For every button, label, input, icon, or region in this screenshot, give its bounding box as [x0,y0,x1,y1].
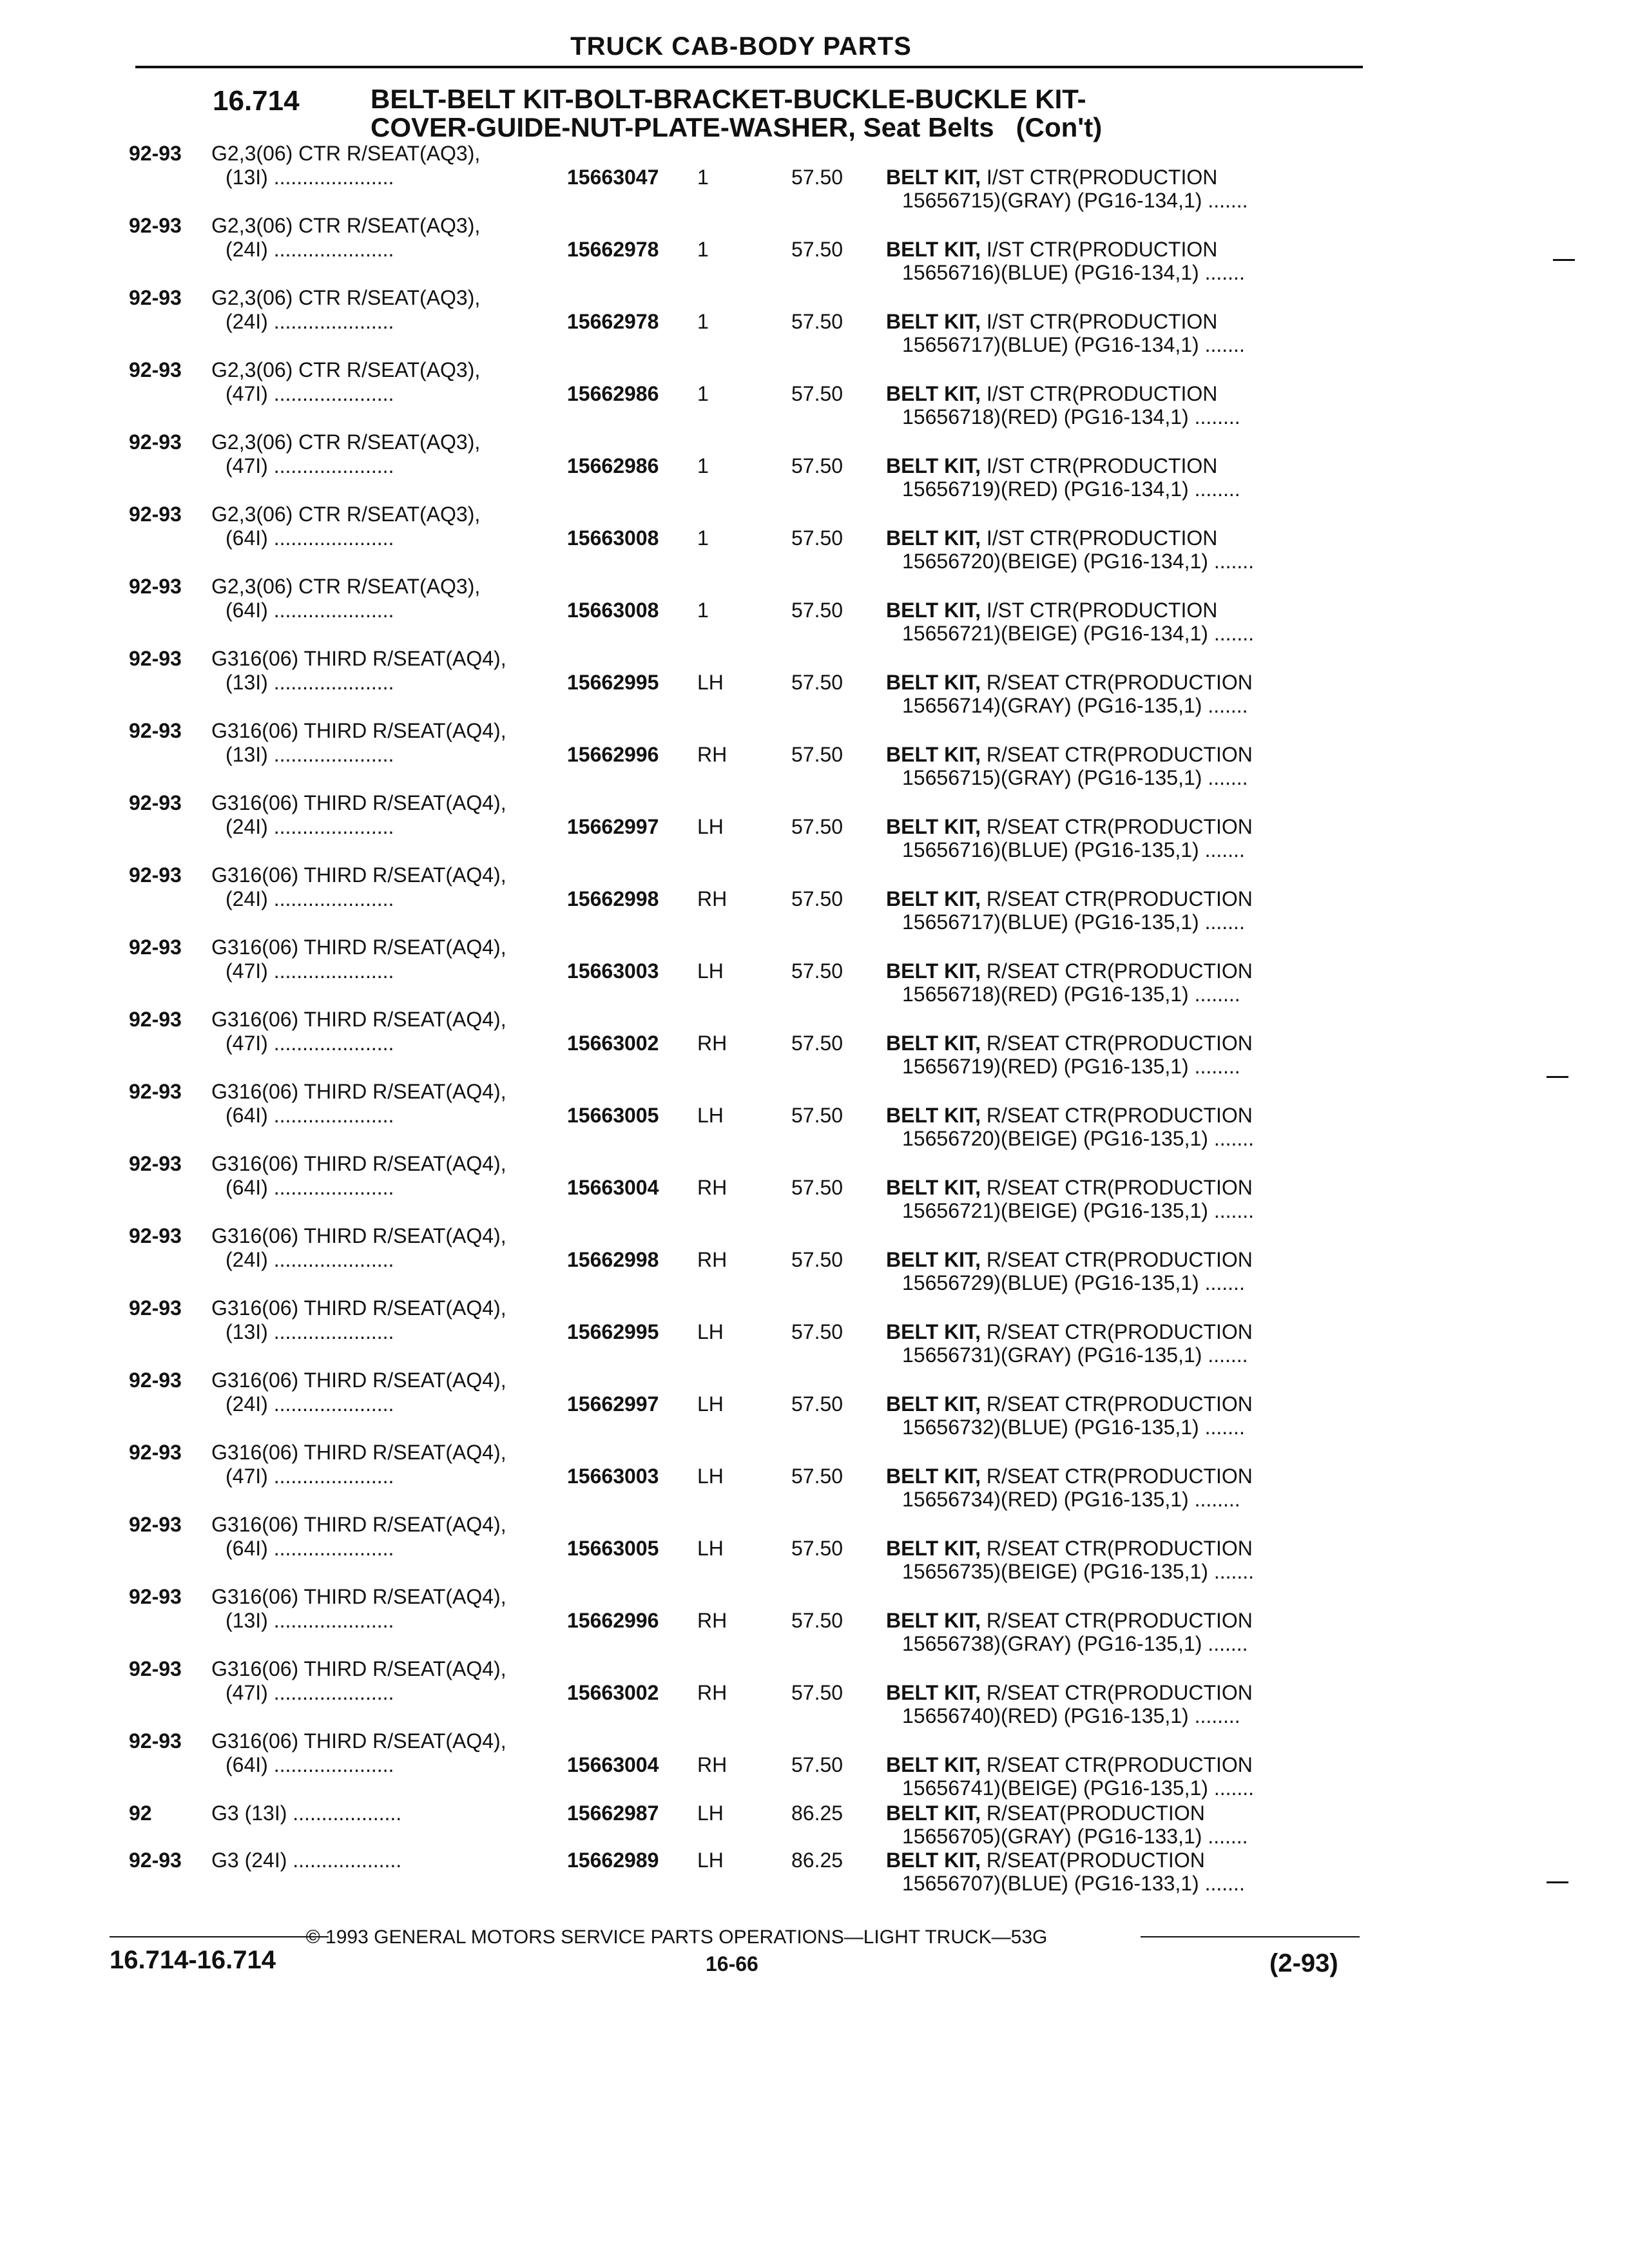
description-name: BELT KIT, [886,238,981,261]
application-line2: (64I) ..................... [226,526,394,550]
section-title-line2-wrap [371,113,1102,142]
part-number: 15663003 [567,959,659,983]
description-line2: 15656735)(BEIGE) (PG16-135,1) ....... [902,1560,1255,1583]
section-title-line1: BELT-BELT KIT-BOLT-BRACKET-BUCKLE-BUCKLE KIT- [371,84,1086,114]
part-number: 15662989 [567,1849,659,1872]
part-number: 15662995 [567,1320,659,1343]
application-line1: G316(06) THIRD R/SEAT(AQ4), [211,1369,506,1392]
section-title-line2: COVER-GUIDE-NUT-PLATE-WASHER, Seat Belts [371,112,994,142]
description-line1 [886,1681,1253,1705]
description-detail: R/SEAT CTR(PRODUCTION [980,1465,1253,1488]
model-year: 92-93 [129,1224,182,1247]
description-name: BELT KIT, [886,1465,981,1488]
quantity-or-side: RH [697,743,728,766]
model-year: 92-93 [129,719,182,742]
part-number: 15663002 [567,1032,659,1055]
description-line2: 15656734)(RED) (PG16-135,1) ........ [902,1488,1240,1511]
description-line1 [886,1176,1253,1200]
price: 57.50 [791,959,843,983]
description-name: BELT KIT, [886,382,981,405]
section-title [371,85,1102,142]
description-line2: 15656716)(BLUE) (PG16-134,1) ....... [902,261,1245,284]
description-line2: 15656717)(BLUE) (PG16-134,1) ....... [902,333,1245,356]
application-line2: (47I) ..................... [226,1465,394,1488]
model-year: 92-93 [129,1152,182,1175]
description-line2: 15656720)(BEIGE) (PG16-134,1) ....... [902,550,1255,573]
description-detail: R/SEAT(PRODUCTION [980,1849,1205,1872]
description-line2: 15656714)(GRAY) (PG16-135,1) ....... [902,694,1248,717]
description-line2: 15656738)(GRAY) (PG16-135,1) ....... [902,1632,1248,1655]
description-name: BELT KIT, [886,310,981,333]
description-name: BELT KIT, [886,1248,981,1271]
price: 57.50 [791,1248,843,1271]
part-number: 15662996 [567,743,659,766]
description-name: BELT KIT, [886,526,981,550]
price: 57.50 [791,310,843,333]
description-name: BELT KIT, [886,1681,981,1704]
description-name: BELT KIT, [886,815,981,838]
application-line2: (47I) ..................... [226,454,394,477]
quantity-or-side: LH [697,1537,724,1560]
price: 57.50 [791,1681,843,1704]
part-number: 15662998 [567,1248,659,1271]
part-number: 15662995 [567,671,659,694]
description-line1 [886,454,1217,478]
description-line1 [886,238,1217,262]
list-item [0,1369,1629,1441]
application-line2: (13I) ..................... [226,743,394,766]
list-item [0,1729,1629,1802]
application-line2: (13I) ..................... [226,1320,394,1343]
part-number: 15662996 [567,1609,659,1632]
description-line2: 15656707)(BLUE) (PG16-133,1) ....... [902,1872,1245,1895]
description-line1 [886,1392,1253,1416]
application-line1: G3 (13I) ................... [211,1802,402,1825]
description-detail: R/SEAT CTR(PRODUCTION [980,671,1253,694]
description-detail: R/SEAT CTR(PRODUCTION [980,887,1253,910]
application-line1: G2,3(06) CTR R/SEAT(AQ3), [211,142,481,165]
description-name: BELT KIT, [886,1537,981,1560]
list-item [0,1152,1629,1224]
part-number: 15662997 [567,815,659,838]
list-item [0,1296,1629,1369]
description-name: BELT KIT, [886,454,981,477]
quantity-or-side: LH [697,1802,724,1825]
application-line1: G316(06) THIRD R/SEAT(AQ4), [211,1657,506,1680]
description-line1 [886,743,1253,767]
application-line1: G316(06) THIRD R/SEAT(AQ4), [211,719,506,742]
application-line2: (64I) ..................... [226,1753,394,1776]
application-line2: (13I) ..................... [226,166,394,189]
description-detail: I/ST CTR(PRODUCTION [980,310,1218,333]
application-line2: (47I) ..................... [226,1681,394,1704]
application-line1: G316(06) THIRD R/SEAT(AQ4), [211,1585,506,1608]
description-line2: 15656721)(BEIGE) (PG16-134,1) ....... [902,622,1255,645]
list-item [0,1657,1629,1729]
description-detail: R/SEAT CTR(PRODUCTION [980,1320,1253,1343]
description-detail: R/SEAT CTR(PRODUCTION [980,959,1253,983]
quantity-or-side: LH [697,1104,724,1127]
description-line1 [886,1465,1253,1488]
part-number: 15663004 [567,1753,659,1776]
application-line2: (24I) ..................... [226,1392,394,1416]
price: 57.50 [791,671,843,694]
description-detail: R/SEAT CTR(PRODUCTION [980,743,1253,766]
model-year: 92-93 [129,1369,182,1392]
price: 57.50 [791,1392,843,1416]
price: 57.50 [791,526,843,550]
price: 86.25 [791,1802,843,1825]
description-name: BELT KIT, [886,959,981,983]
description-name: BELT KIT, [886,743,981,766]
application-line1: G316(06) THIRD R/SEAT(AQ4), [211,1296,506,1320]
footer-rule-right [1141,1936,1360,1937]
quantity-or-side: LH [697,671,724,694]
application-line1: G2,3(06) CTR R/SEAT(AQ3), [211,358,481,381]
list-item [0,575,1629,647]
description-line1 [886,599,1217,622]
application-line1: G316(06) THIRD R/SEAT(AQ4), [211,1008,506,1031]
application-line1: G316(06) THIRD R/SEAT(AQ4), [211,1441,506,1464]
model-year: 92-93 [129,1080,182,1103]
list-item [0,1008,1629,1080]
quantity-or-side: LH [697,1320,724,1343]
model-year: 92-93 [129,1513,182,1536]
footer-copyright: © 1993 GENERAL MOTORS SERVICE PARTS OPERATIONS—LIGHT TRUCK—53G [305,1927,1048,1948]
description-line1 [886,1609,1253,1633]
part-number: 15663005 [567,1537,659,1560]
price: 57.50 [791,1032,843,1055]
application-line2: (47I) ..................... [226,1032,394,1055]
part-number: 15663047 [567,166,659,189]
price: 57.50 [791,1753,843,1776]
application-line2: (24I) ..................... [226,887,394,910]
description-name: BELT KIT, [886,1802,981,1825]
model-year: 92-93 [129,936,182,959]
description-line1 [886,815,1253,839]
quantity-or-side: 1 [697,310,709,333]
price: 57.50 [791,599,843,622]
description-line1 [886,1320,1253,1344]
description-name: BELT KIT, [886,1849,981,1872]
quantity-or-side: LH [697,1465,724,1488]
description-detail: I/ST CTR(PRODUCTION [980,454,1218,477]
model-year: 92-93 [129,503,182,526]
description-line2: 15656721)(BEIGE) (PG16-135,1) ....... [902,1199,1255,1222]
quantity-or-side: RH [697,1681,728,1704]
list-item [0,1585,1629,1657]
description-line1 [886,1849,1205,1872]
model-year: 92-93 [129,214,182,237]
list-item [0,1849,1629,1896]
application-line1: G316(06) THIRD R/SEAT(AQ4), [211,1080,506,1103]
price: 57.50 [791,166,843,189]
description-line2: 15656741)(BEIGE) (PG16-135,1) ....... [902,1776,1255,1800]
part-number: 15662997 [567,1392,659,1416]
part-number: 15662978 [567,238,659,261]
description-detail: R/SEAT CTR(PRODUCTION [980,815,1253,838]
part-number: 15663002 [567,1681,659,1704]
application-line2: (24I) ..................... [226,1248,394,1271]
part-number: 15663003 [567,1465,659,1488]
price: 57.50 [791,815,843,838]
price: 57.50 [791,454,843,477]
list-item [0,1080,1629,1152]
margin-mark [1547,1076,1568,1078]
model-year: 92-93 [129,1008,182,1031]
description-line2: 15656719)(RED) (PG16-134,1) ........ [902,477,1240,501]
description-line1 [886,887,1253,911]
application-line1: G2,3(06) CTR R/SEAT(AQ3), [211,575,481,598]
application-line1: G2,3(06) CTR R/SEAT(AQ3), [211,214,481,237]
description-line2: 15656718)(RED) (PG16-135,1) ........ [902,983,1240,1006]
description-name: BELT KIT, [886,166,981,189]
list-item [0,142,1629,214]
description-line1 [886,166,1217,189]
price: 57.50 [791,382,843,405]
description-name: BELT KIT, [886,1320,981,1343]
quantity-or-side: RH [697,887,728,910]
list-item [0,503,1629,575]
part-number: 15662978 [567,310,659,333]
list-item [0,1441,1629,1513]
section-number: 16.714 [213,85,300,117]
description-line2: 15656731)(GRAY) (PG16-135,1) ....... [902,1343,1248,1367]
model-year: 92-93 [129,142,182,165]
quantity-or-side: RH [697,1753,728,1776]
description-name: BELT KIT, [886,1392,981,1416]
application-line1: G2,3(06) CTR R/SEAT(AQ3), [211,430,481,454]
footer-revision-date: (2-93) [1269,1949,1338,1977]
quantity-or-side: RH [697,1248,728,1271]
model-year: 92 [129,1802,152,1825]
description-line1 [886,1753,1253,1777]
footer-page-number: 16-66 [706,1952,758,1975]
description-detail: I/ST CTR(PRODUCTION [980,238,1218,261]
list-item [0,1224,1629,1296]
description-line2: 15656718)(RED) (PG16-134,1) ........ [902,405,1240,428]
list-item [0,863,1629,936]
model-year: 92-93 [129,647,182,670]
description-name: BELT KIT, [886,1609,981,1632]
application-line2: (64I) ..................... [226,599,394,622]
quantity-or-side: LH [697,815,724,838]
page-title: TRUCK CAB-BODY PARTS [570,32,912,61]
list-item [0,1513,1629,1585]
list-item [0,647,1629,719]
description-line1 [886,1032,1253,1055]
quantity-or-side: RH [697,1609,728,1632]
price: 57.50 [791,1465,843,1488]
application-line2: (64I) ..................... [226,1176,394,1199]
application-line1: G316(06) THIRD R/SEAT(AQ4), [211,1513,506,1536]
part-number: 15663008 [567,599,659,622]
parts-list [0,142,1629,1896]
part-number: 15662986 [567,454,659,477]
price: 57.50 [791,743,843,766]
description-line2: 15656720)(BEIGE) (PG16-135,1) ....... [902,1127,1255,1150]
description-name: BELT KIT, [886,1104,981,1127]
application-line1: G2,3(06) CTR R/SEAT(AQ3), [211,503,481,526]
application-line1: G2,3(06) CTR R/SEAT(AQ3), [211,286,481,309]
application-line1: G3 (24I) ................... [211,1849,402,1872]
quantity-or-side: RH [697,1032,728,1055]
application-line1: G316(06) THIRD R/SEAT(AQ4), [211,863,506,887]
model-year: 92-93 [129,430,182,454]
description-name: BELT KIT, [886,1176,981,1199]
price: 57.50 [791,1537,843,1560]
application-line2: (13I) ..................... [226,1609,394,1632]
description-detail: R/SEAT CTR(PRODUCTION [980,1609,1253,1632]
application-line2: (13I) ..................... [226,671,394,694]
description-detail: R/SEAT CTR(PRODUCTION [980,1753,1253,1776]
price: 57.50 [791,1609,843,1632]
application-line2: (47I) ..................... [226,959,394,983]
description-line2: 15656719)(RED) (PG16-135,1) ........ [902,1055,1240,1078]
model-year: 92-93 [129,791,182,814]
description-line2: 15656717)(BLUE) (PG16-135,1) ....... [902,910,1245,934]
application-line2: (47I) ..................... [226,382,394,405]
part-number: 15663008 [567,526,659,550]
part-number: 15663004 [567,1176,659,1199]
description-line1 [886,1248,1253,1272]
application-line2: (24I) ..................... [226,310,394,333]
description-detail: I/ST CTR(PRODUCTION [980,382,1218,405]
description-line1 [886,382,1217,406]
section-cont-label: (Con't) [1016,112,1103,142]
model-year: 92-93 [129,1849,182,1872]
margin-mark [1547,1881,1568,1883]
part-number: 15663005 [567,1104,659,1127]
application-line1: G316(06) THIRD R/SEAT(AQ4), [211,647,506,670]
list-item [0,719,1629,791]
description-detail: R/SEAT CTR(PRODUCTION [980,1104,1253,1127]
description-detail: R/SEAT CTR(PRODUCTION [980,1032,1253,1055]
part-number: 15662986 [567,382,659,405]
list-item [0,936,1629,1008]
model-year: 92-93 [129,286,182,309]
price: 57.50 [791,238,843,261]
quantity-or-side: LH [697,1849,724,1872]
part-number: 15662998 [567,887,659,910]
description-line1 [886,671,1253,695]
price: 57.50 [791,1320,843,1343]
description-line1 [886,310,1217,334]
quantity-or-side: 1 [697,599,709,622]
quantity-or-side: 1 [697,526,709,550]
header-rule [135,66,1363,68]
application-line2: (24I) ..................... [226,238,394,261]
margin-mark [1553,259,1575,261]
description-line2: 15656732)(BLUE) (PG16-135,1) ....... [902,1416,1245,1439]
description-name: BELT KIT, [886,599,981,622]
description-line1 [886,1104,1253,1128]
quantity-or-side: 1 [697,166,709,189]
description-line1 [886,1537,1253,1561]
quantity-or-side: 1 [697,238,709,261]
application-line1: G316(06) THIRD R/SEAT(AQ4), [211,791,506,814]
footer-section-range: 16.714-16.714 [110,1946,276,1974]
description-detail: I/ST CTR(PRODUCTION [980,166,1218,189]
list-item [0,214,1629,286]
list-item [0,791,1629,863]
price: 86.25 [791,1849,843,1872]
description-line2: 15656715)(GRAY) (PG16-134,1) ....... [902,189,1248,212]
list-item [0,286,1629,358]
application-line2: (64I) ..................... [226,1104,394,1127]
description-line2: 15656715)(GRAY) (PG16-135,1) ....... [902,766,1248,789]
description-line2: 15656716)(BLUE) (PG16-135,1) ....... [902,838,1245,861]
model-year: 92-93 [129,358,182,381]
application-line1: G316(06) THIRD R/SEAT(AQ4), [211,1224,506,1247]
model-year: 92-93 [129,1296,182,1320]
description-detail: I/ST CTR(PRODUCTION [980,599,1218,622]
quantity-or-side: LH [697,959,724,983]
description-detail: R/SEAT CTR(PRODUCTION [980,1537,1253,1560]
description-line2: 15656740)(RED) (PG16-135,1) ........ [902,1704,1240,1727]
quantity-or-side: LH [697,1392,724,1416]
model-year: 92-93 [129,575,182,598]
description-detail: I/ST CTR(PRODUCTION [980,526,1218,550]
list-item [0,1802,1629,1849]
model-year: 92-93 [129,1657,182,1680]
quantity-or-side: 1 [697,454,709,477]
price: 57.50 [791,887,843,910]
description-line1 [886,959,1253,983]
model-year: 92-93 [129,863,182,887]
application-line1: G316(06) THIRD R/SEAT(AQ4), [211,1152,506,1175]
application-line2: (64I) ..................... [226,1537,394,1560]
application-line2: (24I) ..................... [226,815,394,838]
model-year: 92-93 [129,1585,182,1608]
application-line1: G316(06) THIRD R/SEAT(AQ4), [211,936,506,959]
description-detail: R/SEAT CTR(PRODUCTION [980,1176,1253,1199]
list-item [0,358,1629,430]
description-detail: R/SEAT(PRODUCTION [980,1802,1205,1825]
description-name: BELT KIT, [886,1753,981,1776]
model-year: 92-93 [129,1441,182,1464]
description-line2: 15656729)(BLUE) (PG16-135,1) ....... [902,1271,1245,1294]
model-year: 92-93 [129,1729,182,1753]
description-detail: R/SEAT CTR(PRODUCTION [980,1392,1253,1416]
description-detail: R/SEAT CTR(PRODUCTION [980,1681,1253,1704]
description-line2: 15656705)(GRAY) (PG16-133,1) ....... [902,1825,1248,1848]
description-name: BELT KIT, [886,671,981,694]
part-number: 15662987 [567,1802,659,1825]
price: 57.50 [791,1104,843,1127]
quantity-or-side: 1 [697,382,709,405]
description-name: BELT KIT, [886,887,981,910]
list-item [0,430,1629,503]
application-line1: G316(06) THIRD R/SEAT(AQ4), [211,1729,506,1753]
description-detail: R/SEAT CTR(PRODUCTION [980,1248,1253,1271]
description-line1 [886,526,1217,550]
description-name: BELT KIT, [886,1032,981,1055]
quantity-or-side: RH [697,1176,728,1199]
price: 57.50 [791,1176,843,1199]
description-line1 [886,1802,1205,1825]
